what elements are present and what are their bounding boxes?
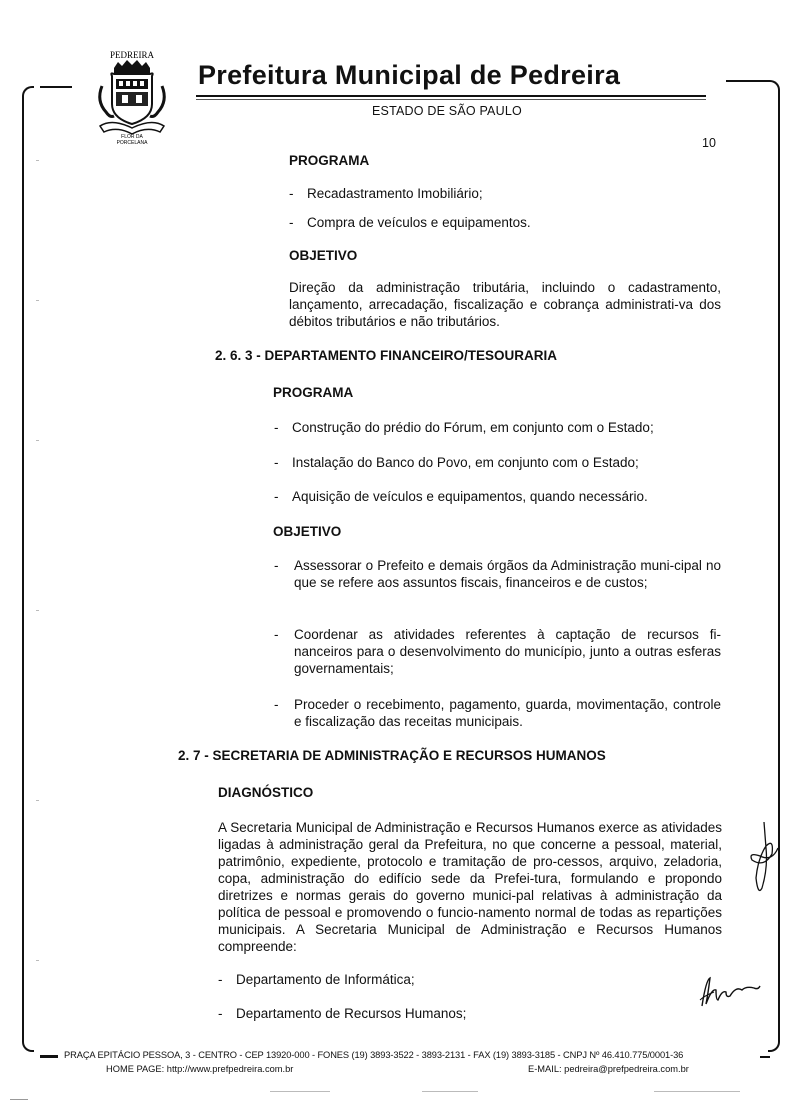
list-item-text: Instalação do Banco do Povo, em conjunto com o Estado; bbox=[292, 455, 639, 470]
list-item: - Aquisição de veículos e equipamentos, quando necessário. bbox=[274, 489, 648, 504]
list-item-text: Departamento de Informática; bbox=[236, 972, 415, 987]
logo-top-text: PEDREIRA bbox=[109, 50, 155, 60]
scan-mark bbox=[36, 610, 39, 611]
list-item: - Recadastramento Imobiliário; bbox=[289, 186, 483, 201]
scan-mark bbox=[36, 440, 39, 441]
list-item: - Construção do prédio do Fórum, em conjunto com o Estado; bbox=[274, 420, 654, 435]
letterhead-title: Prefeitura Municipal de Pedreira bbox=[198, 60, 621, 90]
scan-mark bbox=[36, 300, 39, 301]
scan-mark bbox=[36, 960, 39, 961]
list-item: - Departamento de Informática; bbox=[218, 972, 415, 987]
list-item: - Coordenar as atividades referentes à captação de recursos fi-nanceiros para o desenvolvimento do município, junto a outras esferas governamentais; bbox=[274, 627, 721, 676]
objetivo-paragraph: Direção da administração tributária, incluindo o cadastramento, lançamento, arrecadação, fiscalização e cobrança administrati-va dos débitos tributários e não tributários. bbox=[289, 280, 721, 329]
scan-noise bbox=[654, 1091, 740, 1092]
list-item: - Assessorar o Prefeito e demais órgãos da Administração muni-cipal no que se refere aos assuntos fiscais, financeiros e de custos; bbox=[274, 558, 721, 590]
scan-noise bbox=[10, 1099, 28, 1100]
diagnostico-heading: DIAGNÓSTICO bbox=[218, 785, 314, 800]
list-item-text: Assessorar o Prefeito e demais órgãos da Administração muni-cipal no que se refere aos assuntos fiscais, financeiros e de custos; bbox=[294, 558, 721, 590]
programa-heading: PROGRAMA bbox=[273, 385, 354, 400]
scan-noise bbox=[270, 1091, 330, 1092]
list-item: - Instalação do Banco do Povo, em conjunto com o Estado; bbox=[274, 455, 639, 470]
list-item-text: Recadastramento Imobiliário; bbox=[307, 186, 483, 201]
diagnostico-paragraph: A Secretaria Municipal de Administração e Recursos Humanos exerce as atividades ligadas à administração geral da Prefeitura, no que concerne a pessoal, material, patrimônio, expediente, protocolo e tramitação de pro-cessos, arquivo, zeladoria, copa, administração do edifício sede da Prefei-tura, formulando e propondo diretrizes e normas gerais do governo munici-pal relativas à administração da política de pessoal e promovendo o funcio-namento normal de todas as repartições municipais. A Secretaria Municipal de Administração e Recursos Humanos compreende: bbox=[218, 820, 722, 954]
frame-rule bbox=[760, 1056, 770, 1058]
list-item-text: Aquisição de veículos e equipamentos, quando necessário. bbox=[292, 489, 648, 504]
programa-heading: PROGRAMA bbox=[289, 153, 370, 168]
list-item-text: Compra de veículos e equipamentos. bbox=[307, 215, 531, 230]
list-item-text: Proceder o recebimento, pagamento, guarda, movimentação, controle e fiscalização das receitas municipais. bbox=[294, 697, 721, 729]
logo-motto-1: FLOR DA bbox=[121, 134, 143, 140]
page-frame-left bbox=[22, 86, 34, 1052]
frame-rule bbox=[726, 80, 770, 82]
list-item: - Departamento de Recursos Humanos; bbox=[218, 1006, 467, 1021]
footer-email-link[interactable]: E-MAIL: pedreira@prefpedreira.com.br bbox=[528, 1064, 689, 1074]
title-underline bbox=[196, 99, 706, 100]
footer-address: PRAÇA EPITÁCIO PESSOA, 3 - CENTRO - CEP 13920-000 - FONES (19) 3893-3522 - 3893-2131 - FAX (19) 3893-3185 - CNPJ Nº 46.410.775/0001-36 bbox=[64, 1050, 684, 1060]
letterhead-subtitle: ESTADO DE SÃO PAULO bbox=[372, 104, 522, 118]
list-item-text: Departamento de Recursos Humanos; bbox=[236, 1006, 467, 1021]
title-underline bbox=[196, 95, 706, 97]
handwritten-initials-signature bbox=[744, 818, 780, 898]
frame-rule bbox=[40, 86, 72, 88]
coat-of-arms-logo bbox=[92, 46, 172, 146]
handwritten-rubric-signature bbox=[694, 970, 764, 1010]
objetivo-heading: OBJETIVO bbox=[273, 524, 342, 539]
logo-motto-2: PORCELANA bbox=[116, 140, 148, 146]
scan-mark bbox=[36, 800, 39, 801]
objetivo-heading: OBJETIVO bbox=[289, 248, 358, 263]
list-item-text: Construção do prédio do Fórum, em conjunto com o Estado; bbox=[292, 420, 654, 435]
footer-homepage-link[interactable]: HOME PAGE: http://www.prefpedreira.com.br bbox=[106, 1064, 294, 1074]
scan-mark bbox=[36, 160, 39, 161]
section-heading: 2. 6. 3 - DEPARTAMENTO FINANCEIRO/TESOURARIA bbox=[215, 348, 558, 363]
page-frame-right bbox=[768, 80, 780, 1052]
list-item: - Compra de veículos e equipamentos. bbox=[289, 215, 531, 230]
scan-noise bbox=[422, 1091, 478, 1092]
page-number: 10 bbox=[702, 136, 716, 150]
list-item-text: Coordenar as atividades referentes à captação de recursos fi-nanceiros para o desenvolvimento do município, junto a outras esferas governamentais; bbox=[294, 627, 721, 676]
section-heading: 2. 7 - SECRETARIA DE ADMINISTRAÇÃO E RECURSOS HUMANOS bbox=[178, 748, 606, 763]
list-item: - Proceder o recebimento, pagamento, guarda, movimentação, controle e fiscalização das receitas municipais. bbox=[274, 697, 721, 729]
frame-rule bbox=[40, 1055, 58, 1058]
